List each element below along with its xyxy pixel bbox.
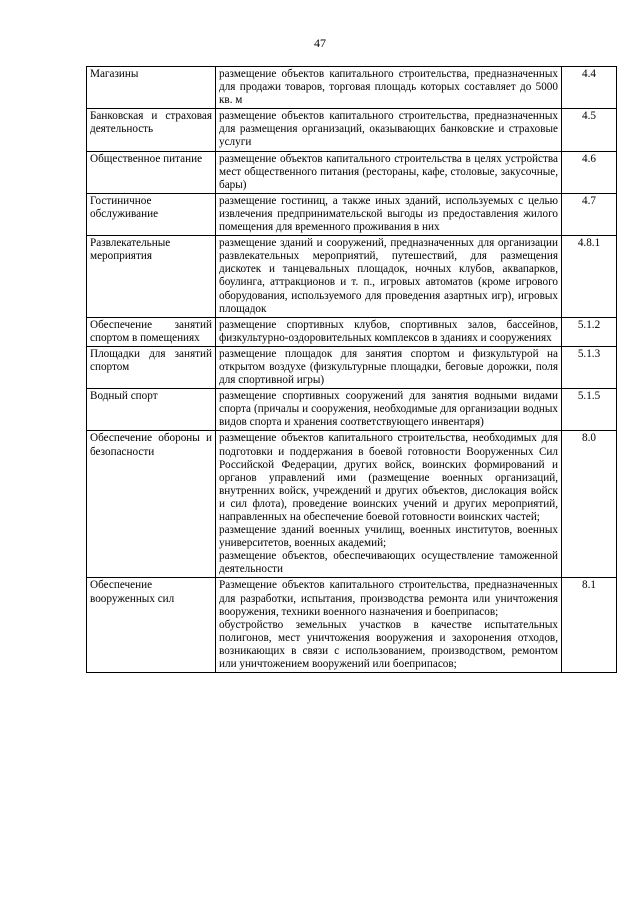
land-use-description xyxy=(216,578,562,673)
land-use-name: Развлекательные мероприятия xyxy=(87,236,216,318)
table-row xyxy=(87,236,617,318)
table-row xyxy=(87,193,617,235)
land-use-code: 4.7 xyxy=(562,193,617,235)
land-use-description xyxy=(216,236,562,318)
land-use-name: Общественное питание xyxy=(87,151,216,193)
table-body xyxy=(87,67,617,673)
description-paragraph: размещение гостиниц, а также иных зданий, используемых с целью извлечения предпринимательской выгоды из предоставления жилого помещения для временного проживания в них xyxy=(219,194,558,234)
land-use-description xyxy=(216,389,562,431)
table-row xyxy=(87,317,617,346)
table-row xyxy=(87,109,617,151)
land-use-name: Гостиничное обслуживание xyxy=(87,193,216,235)
land-use-description xyxy=(216,193,562,235)
table-row xyxy=(87,151,617,193)
land-use-description xyxy=(216,431,562,578)
land-use-code: 5.1.3 xyxy=(562,346,617,388)
description-paragraph: размещение зданий военных училищ, военных институтов, военных университетов, военных академий; xyxy=(219,524,558,550)
description-paragraph: размещение спортивных сооружений для занятия водными видами спорта (причалы и сооружения, необходимые для организации водных видов спорта и хранения соответствующего инвентаря) xyxy=(219,390,558,429)
land-use-name: Магазины xyxy=(87,67,216,109)
description-paragraph: размещение объектов капитального строительства, предназначенных для размещения организаций, оказывающих банковские и страховые услуги xyxy=(219,110,558,149)
land-use-table xyxy=(86,66,617,673)
table-row xyxy=(87,578,617,673)
land-use-code: 4.6 xyxy=(562,151,617,193)
description-paragraph: размещение объектов капитального строительства, предназначенных для продажи товаров, торговая площадь которых составляет до 5000 кв. м xyxy=(219,68,558,107)
description-paragraph: размещение объектов капитального строительства в целях устройства мест общественного питания (рестораны, кафе, столовые, закусочные, бары) xyxy=(219,152,558,191)
land-use-code: 4.5 xyxy=(562,109,617,151)
description-paragraph: размещение объектов капитального строительства, необходимых для подготовки и поддержания в боевой готовности Вооруженных Сил Российской Федерации, других войск, воинских формирований и органов управлений ими (размещение военных организаций, внутренних войск, учреждений и других объектов, дислокация войск и сил флота), проведение воинских учений и других мероприятий, направленных на обеспечение боевой готовности воинских частей; xyxy=(219,432,558,523)
table-row xyxy=(87,67,617,109)
table-row xyxy=(87,389,617,431)
land-use-name: Водный спорт xyxy=(87,389,216,431)
description-paragraph: обустройство земельных участков в качестве испытательных полигонов, мест уничтожения вооружения и захоронения отходов, возникающих в связи с использованием, производством, ремонтом или уничтожением вооружений или боеприпасов; xyxy=(219,618,558,671)
land-use-code: 8.1 xyxy=(562,578,617,673)
description-paragraph: размещение объектов, обеспечивающих осуществление таможенной деятельности xyxy=(219,550,558,576)
land-use-code: 5.1.2 xyxy=(562,317,617,346)
land-use-name: Обеспечение вооруженных сил xyxy=(87,578,216,673)
land-use-description xyxy=(216,346,562,388)
description-paragraph: Размещение объектов капитального строительства, предназначенных для разработки, испытания, производства ремонта или уничтожения вооружения, техники военного назначения и боеприпасов; xyxy=(219,579,558,618)
land-use-code: 8.0 xyxy=(562,431,617,578)
land-use-name: Обеспечение обороны и безопасности xyxy=(87,431,216,578)
land-use-description xyxy=(216,317,562,346)
land-use-code: 5.1.5 xyxy=(562,389,617,431)
land-use-code: 4.4 xyxy=(562,67,617,109)
description-paragraph: размещение площадок для занятия спортом и физкультурой на открытом воздухе (физкультурные площадки, беговые дорожки, поля для спортивной игры) xyxy=(219,347,558,387)
land-use-code: 4.8.1 xyxy=(562,236,617,318)
description-paragraph: размещение спортивных клубов, спортивных залов, бассейнов, физкультурно-оздоровительных комплексов в зданиях и сооружениях xyxy=(219,318,558,344)
land-use-description xyxy=(216,151,562,193)
land-use-description xyxy=(216,67,562,109)
table-row xyxy=(87,431,617,578)
land-use-name: Обеспечение занятий спортом в помещениях xyxy=(87,317,216,346)
table-row xyxy=(87,346,617,388)
description-paragraph: размещение зданий и сооружений, предназначенных для организации развлекательных мероприятий, путешествий, для размещения дискотек и танцевальных площадок, ночных клубов, аквапарков, боулинга, аттракционов и т. п., игровых автоматов (кроме игрового оборудования, используемого для проведения азартных игр), игровых площадок xyxy=(219,237,558,315)
page-number: 47 xyxy=(314,36,326,50)
land-use-description xyxy=(216,109,562,151)
land-use-name: Площадки для занятий спортом xyxy=(87,346,216,388)
land-use-name: Банковская и страховая деятельность xyxy=(87,109,216,151)
